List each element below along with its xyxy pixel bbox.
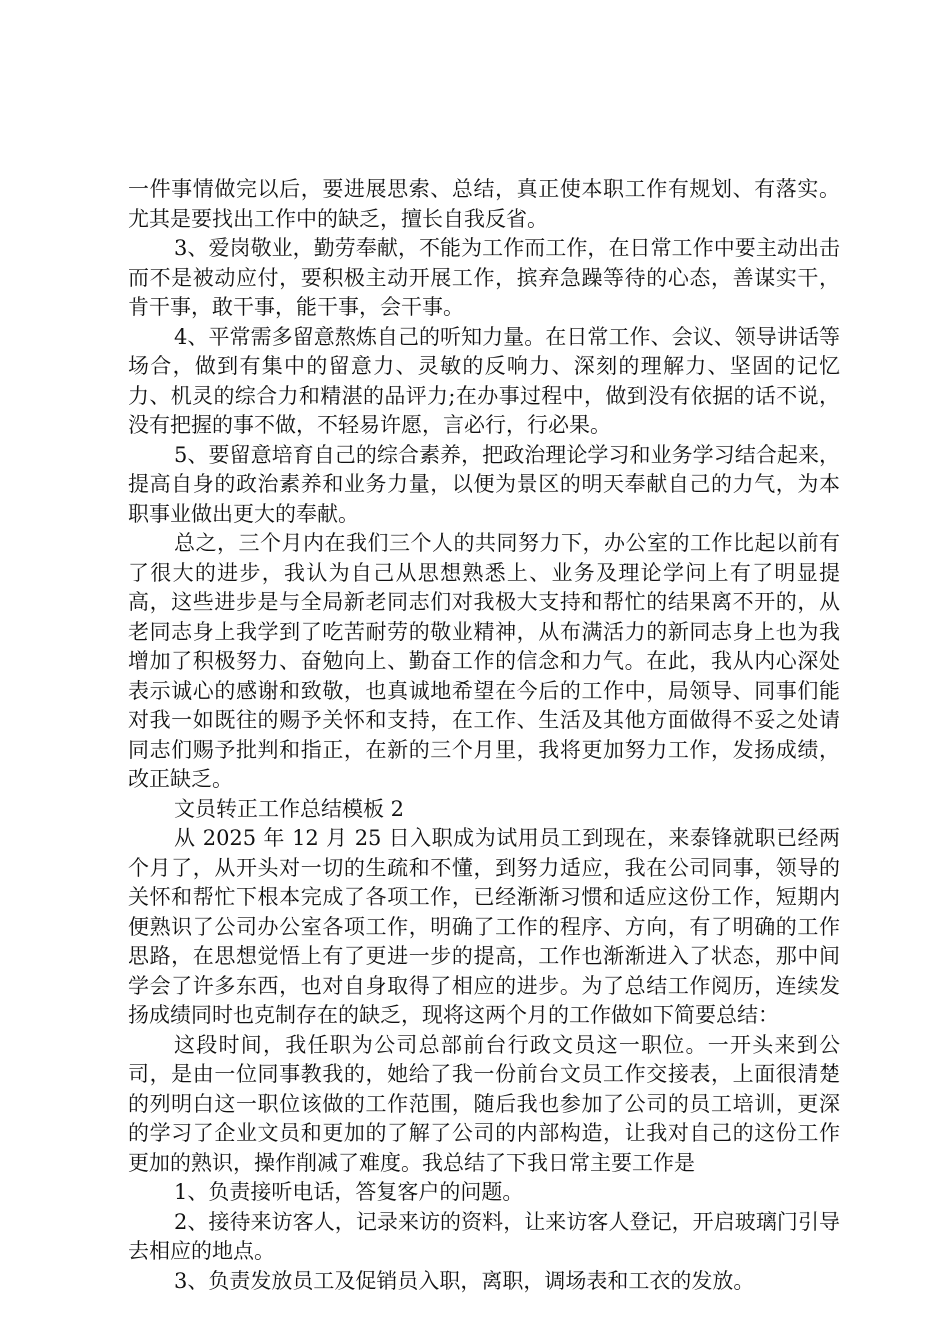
duty-item-1: 1、负责接听电话，答复客户的问题。 bbox=[174, 1180, 524, 1204]
paragraph-item-4: 4、平常需多留意熬炼自己的听知力量。在日常工作、会议、领导讲话等场合，做到有集中的留意力、灵敏的反响力、深刻的理解力、坚固的记忆力、机灵的综合力和精湛的品评力;在办事过程中，做到没有依据的话不说，没有把握的事不做，不轻易许愿，言必行，行必果。 bbox=[128, 324, 840, 437]
paragraph-item-3: 3、爱岗敬业，勤劳奉献，不能为工作而工作，在日常工作中要主动出击而不是被动应付，要积极主动开展工作，摈弃急躁等待的心态，善谋实干，肯干事，敢干事，能干事，会干事。 bbox=[128, 236, 840, 319]
duty-item-3: 3、负责发放员工及促销员入职，离职，调场表和工衣的发放。 bbox=[174, 1268, 755, 1293]
paragraph-item-5: 5、要留意培育自己的综合素养，把政治理论学习和业务学习结合起来，提高自身的政治素养和业务力量，以便为景区的明天奉献自己的力气，为本职事业做出更大的奉献。 bbox=[128, 442, 840, 526]
paragraph-intro: 从 2025 年 12 月 25 日入职成为试用员工到现在，来泰锋就职已经两个月了，从开头对一切的生疏和不懂，到努力适应，我在公司同事，领导的关怀和帮忙下根本完成了各项工作，已经渐渐习惯和适应这份工作，短期内便熟识了公司办公室各项工作，明确了工作的程序、方向，有了明确的工作思路，在思想觉悟上有了更进一步的提高，工作也渐渐进入了状态，那中间学会了许多东西，也对自身取得了相应的进步。为了总结工作阅历，连续发扬成绩同时也克制存在的缺乏，现将这两个月的工作做如下简要总结： bbox=[128, 826, 840, 1027]
paragraph-role: 这段时间，我任职为公司总部前台行政文员这一职位。一开头来到公司，是由一位同事教我的，她给了我一份前台文员工作交接表，上面很清楚的列明白这一职位该做的工作范围，随后我也参加了公司的员工培训，更深的学习了企业文员和更加的了解了公司的内部构造，让我对自己的这份工作更加的熟识，操作削减了难度。我总结了下我日常主要工作是 bbox=[128, 1032, 840, 1175]
duty-item-2: 2、接待来访客人，记录来访的资料，让来访客人登记，开启玻璃门引导去相应的地点。 bbox=[128, 1209, 840, 1263]
paragraph-continuation: 一件事情做完以后，要进展思索、总结，真正使本职工作有规划、有落实。尤其是要找出工作中的缺乏，擅长自我反省。 bbox=[128, 177, 840, 231]
document-body bbox=[128, 175, 840, 1296]
paragraph-summary: 总之，三个月内在我们三个人的共同努力下，办公室的工作比起以前有了很大的进步，我认为自己从思想熟悉上、业务及理论学问上有了明显提高，这些进步是与全局新老同志们对我极大支持和帮忙的结果离不开的，从老同志身上我学到了吃苦耐劳的敬业精神，从布满活力的新同志身上也为我增加了积极努力、奋勉向上、勤奋工作的信念和力气。在此，我从内心深处表示诚心的感谢和致敬，也真诚地希望在今后的工作中，局领导、同事们能对我一如既往的赐予关怀和支持，在工作、生活及其他方面做得不妥之处请同志们赐予批判和指正，在新的三个月里，我将更加努力工作，发扬成绩，改正缺乏。 bbox=[128, 531, 840, 791]
section-title: 文员转正工作总结模板 2 bbox=[174, 796, 405, 821]
